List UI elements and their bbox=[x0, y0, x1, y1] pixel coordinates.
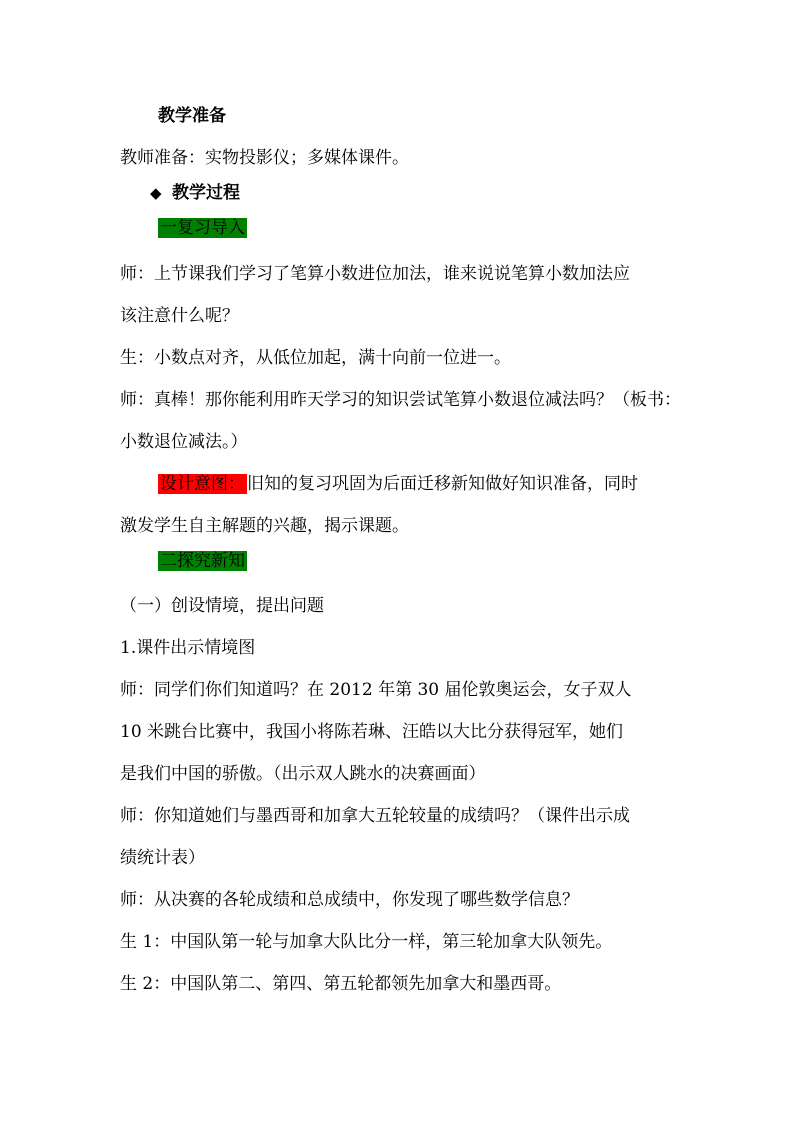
design-intent-text: 旧知的复习巩固为后面迁移新知做好知识准备，同时 bbox=[247, 474, 638, 494]
paragraph-line: 该注意什么呢？ bbox=[120, 306, 239, 326]
section-explore-new bbox=[158, 549, 247, 573]
paragraph-line: 10 米跳台比赛中，我国小将陈若琳、汪皓以大比分获得冠军，她们 bbox=[120, 722, 624, 742]
design-intent-label: 设计意图： bbox=[160, 474, 245, 494]
paragraph-line: （一）创设情境，提出问题 bbox=[120, 596, 324, 616]
paragraph-line: 1.课件出示情境图 bbox=[120, 638, 256, 658]
heading-teaching-prep: 教学准备 bbox=[158, 106, 226, 126]
paragraph-line: 生 1：中国队第一轮与加拿大队比分一样，第三轮加拿大队领先。 bbox=[120, 932, 613, 952]
section-explore-new-label: 二探究新知 bbox=[160, 551, 245, 571]
diamond-bullet-icon: ◆ bbox=[150, 184, 162, 202]
paragraph-line: 师：同学们你们知道吗？在 2012 年第 30 届伦敦奥运会，女子双人 bbox=[120, 680, 632, 700]
paragraph-line: 师：你知道她们与墨西哥和加拿大五轮较量的成绩吗？（课件出示成 bbox=[120, 806, 630, 826]
heading-teaching-process bbox=[150, 181, 240, 205]
paragraph-line: 师：从决赛的各轮成绩和总成绩中，你发现了哪些数学信息？ bbox=[120, 890, 579, 910]
paragraph-line: 师：上节课我们学习了笔算小数进位加法，谁来说说笔算小数加法应 bbox=[120, 264, 630, 284]
paragraph-line: 生 2：中国队第二、第四、第五轮都领先加拿大和墨西哥。 bbox=[120, 974, 562, 994]
section-review-intro bbox=[158, 216, 247, 240]
section-review-intro-label: 一复习导入 bbox=[160, 218, 245, 238]
paragraph-line: 绩统计表） bbox=[120, 848, 205, 868]
paragraph-line: 激发学生自主解题的兴趣，揭示课题。 bbox=[120, 516, 409, 536]
heading-teaching-process-label: 教学过程 bbox=[172, 183, 240, 203]
paragraph-line: 是我们中国的骄傲。（出示双人跳水的决赛画面） bbox=[120, 764, 486, 784]
paragraph-line: 小数退位减法。） bbox=[120, 432, 248, 452]
design-intent-line bbox=[158, 472, 638, 496]
paragraph-line: 生：小数点对齐，从低位加起，满十向前一位进一。 bbox=[120, 348, 511, 368]
teacher-prep-text: 教师准备：实物投影仪；多媒体课件。 bbox=[120, 148, 409, 168]
paragraph-line: 师：真棒！那你能利用昨天学习的知识尝试笔算小数退位减法吗？（板书： bbox=[120, 390, 681, 410]
